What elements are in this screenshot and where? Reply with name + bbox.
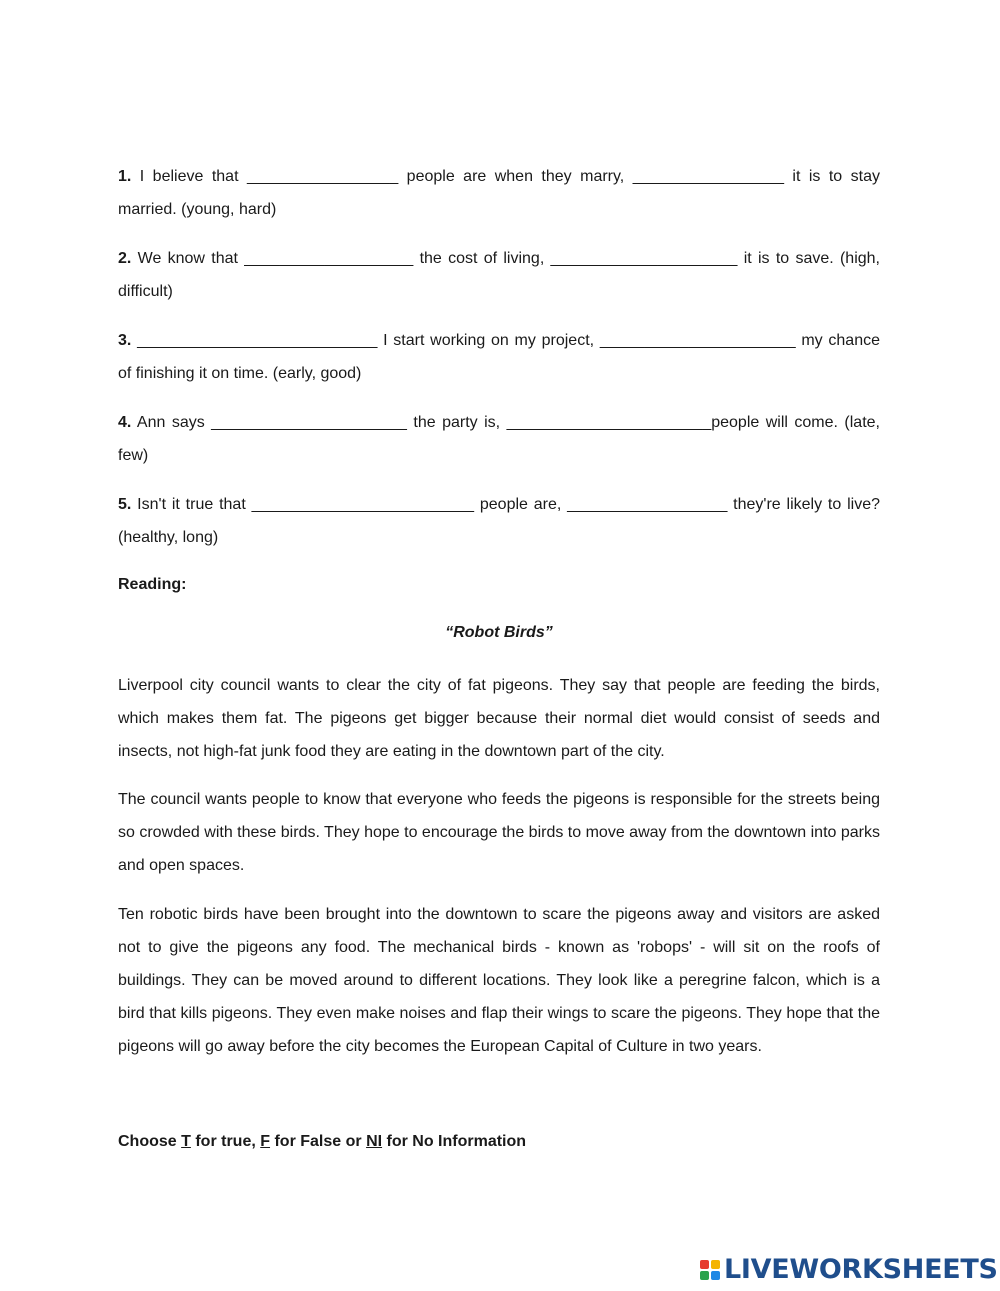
true-false-instruction [118, 1133, 526, 1151]
instruction-text-3: for False or [270, 1133, 367, 1150]
logo-tile-yellow [711, 1260, 720, 1269]
exercise-4-number: 4. [118, 414, 132, 431]
exercise-2-number: 2. [118, 250, 132, 267]
exercise-1-number: 1. [118, 168, 132, 185]
reading-heading: Reading: [118, 576, 187, 593]
logo-tile-green [700, 1271, 709, 1280]
exercise-1-text: I believe that _________________ people are when they marry, _________________ it is to stay married. (young, hard) [118, 168, 880, 218]
logo-tile-blue [711, 1271, 720, 1280]
exercise-3-text: ___________________________ I start working on my project, ______________________ my chance of finishing it on time. (early, good) [118, 332, 880, 382]
exercise-5-number: 5. [118, 496, 132, 513]
exercise-2 [118, 242, 880, 308]
instruction-text-1: Choose [118, 1133, 182, 1150]
reading-paragraph-3: Ten robotic birds have been brought into the downtown to scare the pigeons away and visitors are asked not to give the pigeons any food. The mechanical birds - known as 'robops' - will sit on the roofs of buildings. They can be moved around to different locations. They look like a peregrine falcon, which is a bird that kills pigeons. They even make noises and flap their wings to scare the pigeons. They hope that the pigeons will go away before the city becomes the European Capital of Culture in two years. [118, 906, 880, 1055]
liveworksheets-branding[interactable] [700, 1255, 998, 1285]
exercise-3-number: 3. [118, 332, 132, 349]
liveworksheets-logo-icon [700, 1260, 720, 1280]
instruction-ni-letters: NI [366, 1133, 383, 1150]
instruction-text-2: for true, [190, 1133, 261, 1150]
exercise-4 [118, 406, 880, 472]
reading-paragraph-1: Liverpool city council wants to clear the city of fat pigeons. They say that people are feeding the birds, which makes them fat. The pigeons get bigger because their normal diet would consist of seeds and insects, not high-fat junk food they are eating in the downtown part of the city. [118, 677, 880, 760]
instruction-false-letter: F [260, 1133, 271, 1150]
exercise-5 [118, 488, 880, 554]
exercise-1 [118, 160, 880, 226]
reading-paragraph-2: The council wants people to know that everyone who feeds the pigeons is responsible for the streets being so crowded with these birds. They hope to encourage the birds to move away from the downtown into parks and open spaces. [118, 791, 880, 874]
story-title: “Robot Birds” [445, 624, 553, 641]
exercise-5-text: Isn't it true that _________________________ people are, __________________ they're likely to live? (healthy, long) [118, 496, 880, 546]
instruction-text-4: for No Information [382, 1133, 527, 1150]
exercise-4-text: Ann says ______________________ the party is, _______________________people will come. (late, few) [118, 414, 880, 464]
exercise-3 [118, 324, 880, 390]
liveworksheets-wordmark: LIVEWORKSHEETS [724, 1254, 998, 1285]
logo-tile-red [700, 1260, 709, 1269]
exercise-2-text: We know that ___________________ the cost of living, _____________________ it is to save. (high, difficult) [118, 250, 880, 300]
instruction-true-letter: T [181, 1133, 191, 1150]
